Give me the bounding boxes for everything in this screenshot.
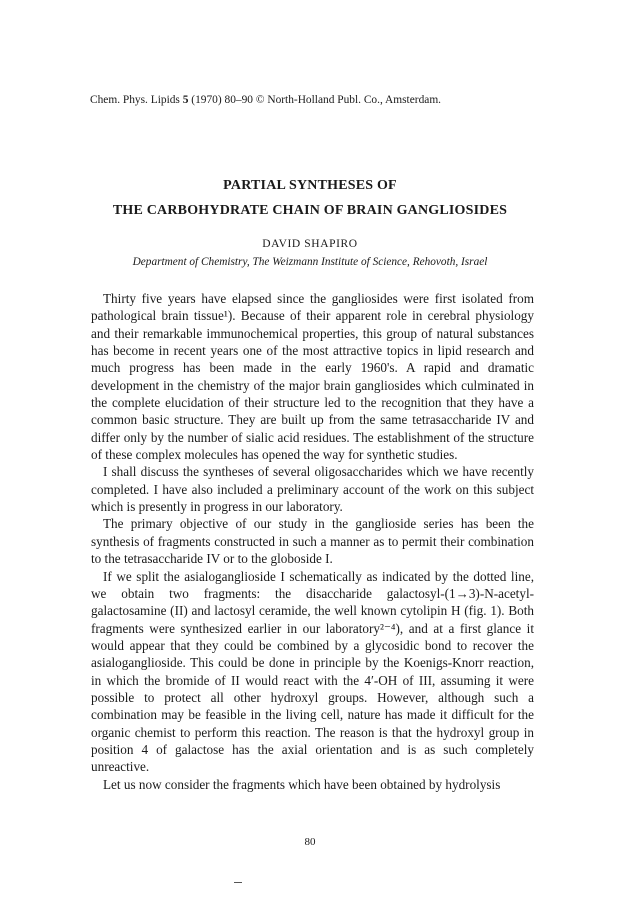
scan-speck <box>234 882 242 883</box>
paragraph: I shall discuss the syntheses of several oligosaccharides which we have recently completed. I have also included a preliminary account of the work on this subject which is presently in progress in our laboratory. <box>91 464 534 515</box>
paragraph: If we split the asialoganglioside I schematically as indicated by the dotted line, we obtain two fragments: the disaccharide galactosyl-(1→3)-N-acetyl-galactosamine (II) and lactosyl ceramide, the well known cytolipin H (fig. 1). Both fragments were synthesized earlier in our laboratory²⁻⁴), and at a first glance it would appear that they could be combined by a glycosidic bond to recover the asialoganglioside. This could be done in principle by the Koenigs-Knorr reaction, in which the bromide of II would react with the 4′-OH of III, assuming it were possible to protect all other hydroxyl groups. However, although such a combination may be feasible in the living cell, nature has made it difficult for the organic chemist to perform this reaction. The reason is that the hydroxyl group in position 4 of galactose has the axial orientation and is as such completely unreactive. <box>91 568 534 775</box>
body-text <box>91 290 534 793</box>
page-number: 80 <box>304 836 316 848</box>
title-line-1: PARTIAL SYNTHESES OF <box>223 178 397 193</box>
author-affiliation: Department of Chemistry, The Weizmann Institute of Science, Rehovoth, Israel <box>132 256 488 268</box>
journal-volume: 5 <box>182 94 189 106</box>
journal-citation <box>90 94 550 106</box>
title-line-2: THE CARBOHYDRATE CHAIN OF BRAIN GANGLIOSIDES <box>112 203 508 218</box>
author-name: DAVID SHAPIRO <box>262 238 358 250</box>
citation-details: (1970) 80–90 © North-Holland Publ. Co., Amsterdam. <box>191 94 442 106</box>
paragraph: The primary objective of our study in the ganglioside series has been the synthesis of fragments constructed in such a manner as to permit their combination to the tetrasaccharide IV or to the globoside I. <box>91 516 534 567</box>
journal-name: Chem. Phys. Lipids <box>90 94 180 106</box>
paragraph: Let us now consider the fragments which have been obtained by hydrolysis <box>103 776 501 792</box>
paragraph: Thirty five years have elapsed since the gangliosides were first isolated from pathological brain tissue¹). Because of their apparent role in cerebral physiology and their remarkable immunochemical properties, this group of natural substances has become in recent years one of the most attractive topics in lipid research and much progress has been made in the early 1960's. A rapid and dramatic development in the chemistry of the major brain gangliosides which culminated in the complete elucidation of their structure led to the recognition that they have a common basic structure. They are built up from the same tetrasaccharide IV and differ only by the number of sialic acid residues. The establishment of the structure of these complex molecules has opened the way for synthetic studies. <box>91 291 534 463</box>
